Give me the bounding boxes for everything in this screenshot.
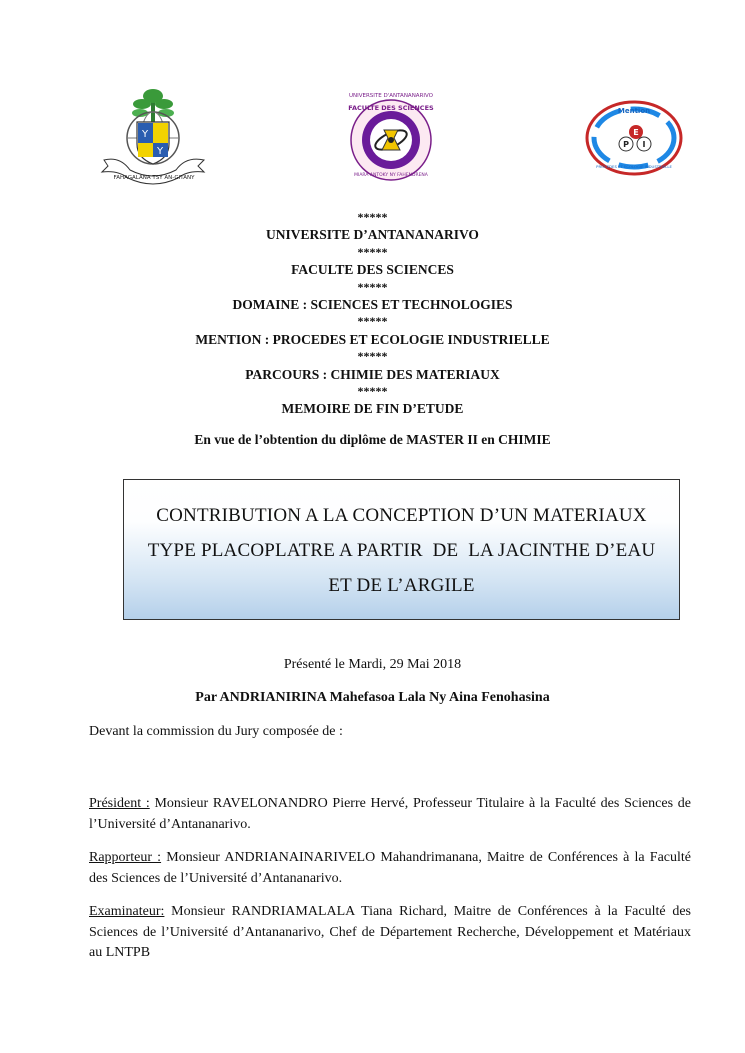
parcours-line: PARCOURS : CHIMIE DES MATERIAUX — [245, 366, 500, 382]
thesis-title-box — [123, 479, 680, 620]
separator: ***** — [357, 314, 388, 329]
domain-line: DOMAINE : SCIENCES ET TECHNOLOGIES — [232, 297, 513, 313]
mention-letter-i: I — [642, 140, 646, 149]
mention-letter-e: E — [633, 128, 639, 137]
mention-pei-logo — [584, 100, 684, 176]
svg-text:Y: Y — [156, 146, 164, 157]
presentation-date: Présenté le Mardi, 29 Mai 2018 — [283, 657, 462, 672]
thesis-title-line-3: ET DE L’ARGILE — [328, 575, 475, 596]
separator: ***** — [357, 384, 388, 399]
jury-member-rapporteur — [89, 848, 691, 889]
faculty-logo-bottom-text: MIARA ANTOKY NY FAHENDRENA — [354, 173, 428, 178]
jury-text-examinateur: Monsieur RANDRIAMALALA Tiana Richard, Maitre de Conférences à la Faculté des Sciences de l’Université d’Antananarivo, Chef de Département Recherche, Développement et Matériaux au LNTPB — [89, 904, 691, 960]
mention-letter-p: P — [623, 140, 629, 149]
separator: ***** — [357, 244, 388, 259]
institution-header — [0, 209, 745, 418]
seal-motto: FAHAGALANA TSY AN-GITANY — [113, 175, 195, 181]
svg-text:Y: Y — [141, 129, 149, 140]
separator: ***** — [357, 349, 388, 364]
separator: ***** — [357, 279, 388, 294]
faculty-of-sciences-logo — [336, 88, 446, 188]
jury-member-president — [89, 794, 691, 835]
faculty-name: FACULTE DES SCIENCES — [291, 262, 454, 278]
thesis-title — [148, 498, 656, 603]
jury-role-president: Président : — [89, 796, 150, 811]
author-name: Par ANDRIANIRINA Mahefasoa Lala Ny Aina Fenohasina — [195, 690, 550, 705]
degree-subtitle: En vue de l’obtention du diplôme de MASTER II en CHIMIE — [194, 432, 551, 447]
mention-line: MENTION : PROCEDES ET ECOLOGIE INDUSTRIELLE — [195, 331, 550, 347]
jury-text-rapporteur: Monsieur ANDRIANAINARIVELO Mahandrimanana, Maitre de Conférences à la Faculté des Sciences de l’Université d’Antananarivo. — [89, 850, 691, 886]
thesis-title-line-1: CONTRIBUTION A LA CONCEPTION D’UN MATERIAUX — [156, 505, 647, 526]
jury-text-president: Monsieur RAVELONANDRO Pierre Hervé, Professeur Titulaire à la Faculté des Sciences de l’Université d’Antananarivo. — [89, 796, 691, 832]
jury-member-examinateur — [89, 902, 691, 964]
jury-role-examinateur: Examinateur: — [89, 904, 165, 919]
faculty-logo-top-text: UNIVERSITE D'ANTANANARIVO — [348, 93, 434, 99]
thesis-title-line-2: TYPE PLACOPLATRE A PARTIR DE LA JACINTHE D’EAU — [147, 540, 656, 561]
separator: ***** — [357, 210, 388, 224]
university-name: UNIVERSITE D’ANTANANARIVO — [266, 227, 479, 243]
mention-logo-ring-text: PROCEDES ET ECOLOGIE INDUSTRIELLE — [596, 164, 672, 169]
jury-intro: Devant la commission du Jury composée de : — [89, 724, 343, 739]
jury-role-rapporteur: Rapporteur : — [89, 850, 162, 865]
university-seal-logo — [100, 86, 208, 186]
mention-logo-top-text: Mention — [617, 107, 651, 115]
document-type: MEMOIRE DE FIN D’ETUDE — [281, 401, 464, 417]
faculty-logo-ring-text: FACULTE DES SCIENCES — [348, 104, 434, 112]
